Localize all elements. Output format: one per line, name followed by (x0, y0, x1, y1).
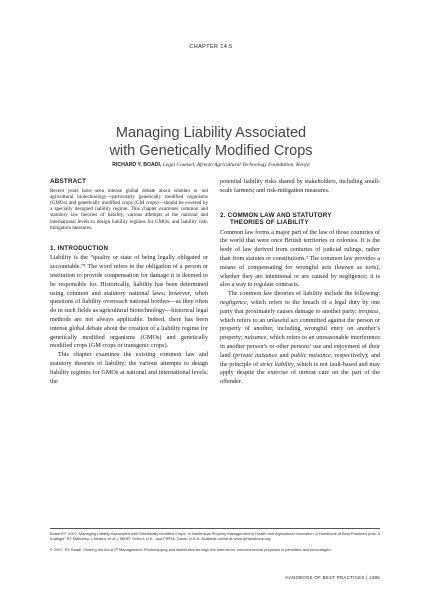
author-name: RICHARD Y. BOADI, (112, 162, 162, 168)
citation-note: Boadi RY. 2007. Managing Liability Associated with Genetically Modified Crops. In Intellectual Property Management in Health and Agricultural Innovation: A Handbook of Best Practices (eds. A Krattiger, RT Mahoney, L Nelsen, et al.). MIHR: Oxford, U.K., and PIPRA: Davis, U.S.A. Available online at www.ipHandbook.org. (50, 531, 380, 542)
left-column (50, 178, 208, 386)
chapter-label: CHAPTER 14.5 (189, 44, 233, 50)
section1-heading: 1. INTRODUCTION (50, 244, 109, 252)
footnote-divider (50, 528, 380, 529)
section-introduction (50, 245, 208, 386)
abstract-section (50, 178, 208, 231)
section1-paragraph-2: This chapter examines the existing common law and statutory theories of liability; the various attempts to design liability regimes for GMOs at national and international levels; the (50, 351, 208, 385)
copyright-note: © 2007. RY Boadi. Sharing the Art of IP Management: Photocopying and distribution through the Internet for noncommercial purposes is permitted and encouraged. (50, 547, 332, 552)
author-line (40, 162, 382, 168)
section1-paragraph-1: Liability is the “quality or state of being legally obligated or accountable.”¹ The word refers to the obligation of a person or institution to provide compensation for damage it is deemed to be responsible for. Historically, liability has been determined using common and statutory national laws; however, when questions of liability overreach national borders—as they often do in such fields as agricultural biotechnology—historical legal methods are not always applicable. Indeed, there has been intense global debate about the creation of a liability regime for genetically modified organisms (GMOs) and genetically modified crops (GM crops or transgenic crops). (50, 254, 208, 350)
title-line-2: with Genetically Modified Crops (109, 143, 313, 159)
abstract-continued-text: potential liability risks shared by stakeholders, including small-scale farmers; and risk-mitigation measures. (220, 178, 380, 194)
section2-heading-line-1: 2. COMMON LAW AND STATUTORY (220, 211, 332, 219)
section2-heading-line-2: THEORIES OF LIABILITY (230, 219, 309, 227)
abstract-heading: ABSTRACT (50, 178, 87, 185)
section2-heading (220, 212, 380, 227)
paper-title (40, 124, 382, 160)
author-affiliation: Legal Counsel, African Agricultural Technology Foundation, Kenya (162, 162, 310, 168)
abstract-continuation (220, 178, 380, 196)
page-footer: HANDBOOK OF BEST PRACTICES | 1385 (285, 575, 380, 580)
section2-paragraph-1: Common law forms a major part of the law of those countries of the world that were once British territories or colonies. It is the body of law derived from centuries of judicial rulings, rather than from statutes or constitutions.² The common law provides a means of compensating for wrongful acts (known as torts), whether they are intentional or are caused by negligence; it is also a way to regulate contracts. (220, 228, 380, 289)
abstract-text: Recent years have seen intense global debate about whether or not agricultural biotechnology—particularly genetically modified organisms (GMOs) and genetically modified crops (GM crops)—should be covered by a specially designed liability regime. This chapter examines common and statutory law theories of liability, various attempts at the national and international levels to design liability regimes for GMOs, and liability risk-mitigation measures. (50, 187, 208, 231)
title-line-1: Managing Liability Associated (115, 125, 307, 141)
section-common-law (220, 212, 380, 387)
right-column (220, 178, 380, 387)
section2-paragraph-2: The common law theories of liability include the following: negligence, which refers to the breach of a legal duty by one party that proximately causes damage to another party; trespass, which refers to an unlawful act committed against the person or property of another, including wrongful entry on another’s property; nuisance, which refers to an unreasonable interference in another person’s or other persons’ use and enjoyment of their land (private nuisance and public nuisance, respectively); and the principle of strict liability, which is not fault-based and may apply despite the exercise of utmost care on the part of the offender. (220, 290, 381, 386)
